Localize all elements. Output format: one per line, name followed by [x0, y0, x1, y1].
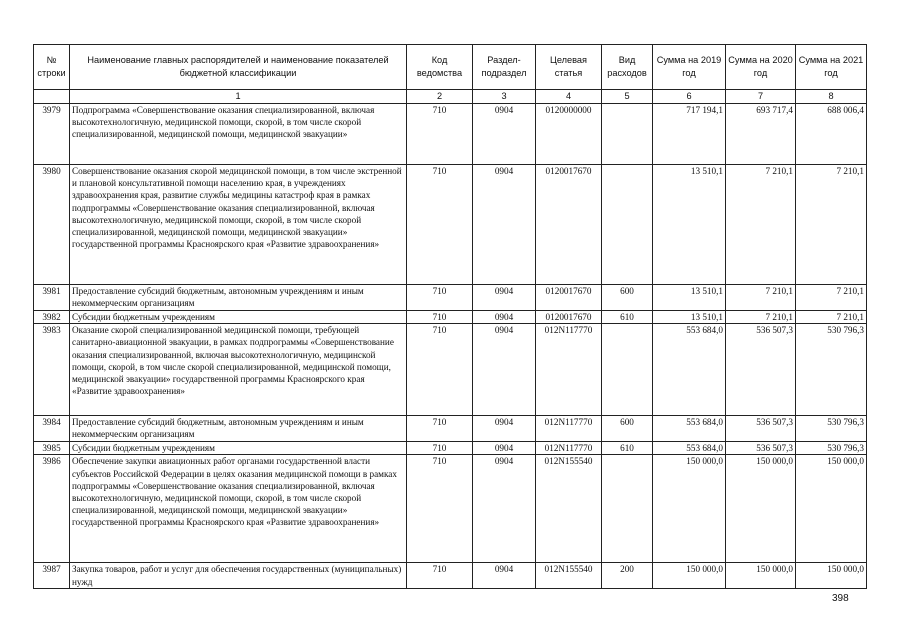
table-row — [34, 311, 867, 324]
sum-2019: 13 510,1 — [653, 311, 726, 324]
row-name: Предоставление субсидий бюджетным, автономным учреждениям и иным некоммерческим организациям — [70, 285, 407, 311]
section-code: 0904 — [473, 416, 536, 442]
target-item: 0120017670 — [536, 311, 602, 324]
sum-2021: 7 210,1 — [796, 311, 867, 324]
department-code: 710 — [407, 455, 473, 563]
header-name: Наименование главных распорядителей и наименование показателей бюджетной классификации — [70, 45, 407, 90]
target-item: 0120017670 — [536, 165, 602, 285]
table-row — [34, 324, 867, 416]
target-item: 012N117770 — [536, 442, 602, 455]
sum-2019: 553 684,0 — [653, 442, 726, 455]
section-code: 0904 — [473, 442, 536, 455]
sum-2021: 7 210,1 — [796, 285, 867, 311]
page-number: 398 — [832, 593, 849, 604]
target-item: 012N155540 — [536, 563, 602, 589]
column-number: 7 — [726, 90, 796, 104]
budget-table — [33, 44, 867, 589]
row-name: Закупка товаров, работ и услуг для обеспечения государственных (муниципальных) нужд — [70, 563, 407, 589]
sum-2019: 553 684,0 — [653, 416, 726, 442]
sum-2021: 530 796,3 — [796, 442, 867, 455]
department-code: 710 — [407, 165, 473, 285]
target-item: 012N117770 — [536, 324, 602, 416]
header-department-code: Код ведомства — [407, 45, 473, 90]
header-sum-2021: Сумма на 2021 год — [796, 45, 867, 90]
target-item: 012N117770 — [536, 416, 602, 442]
sum-2019: 150 000,0 — [653, 455, 726, 563]
column-number: 4 — [536, 90, 602, 104]
sum-2019: 717 194,1 — [653, 104, 726, 165]
department-code: 710 — [407, 416, 473, 442]
column-number: 5 — [602, 90, 653, 104]
header-section: Раздел-подраздел — [473, 45, 536, 90]
expense-type: 600 — [602, 416, 653, 442]
column-number: 8 — [796, 90, 867, 104]
header-sum-2020: Сумма на 2020 год — [726, 45, 796, 90]
sum-2019: 150 000,0 — [653, 563, 726, 589]
department-code: 710 — [407, 285, 473, 311]
header-target-item: Целевая статья — [536, 45, 602, 90]
department-code: 710 — [407, 104, 473, 165]
row-number: 3987 — [34, 563, 70, 589]
column-number: 3 — [473, 90, 536, 104]
row-number: 3983 — [34, 324, 70, 416]
row-number: 3979 — [34, 104, 70, 165]
sum-2020: 150 000,0 — [726, 455, 796, 563]
expense-type: 610 — [602, 442, 653, 455]
header-row — [34, 45, 867, 90]
expense-type — [602, 455, 653, 563]
table-row — [34, 563, 867, 589]
sum-2021: 688 006,4 — [796, 104, 867, 165]
sum-2019: 13 510,1 — [653, 285, 726, 311]
table-row — [34, 165, 867, 285]
table-row — [34, 416, 867, 442]
expense-type: 610 — [602, 311, 653, 324]
row-number: 3985 — [34, 442, 70, 455]
row-number: 3986 — [34, 455, 70, 563]
table-row — [34, 455, 867, 563]
section-code: 0904 — [473, 311, 536, 324]
row-name: Подпрограмма «Совершенствование оказания специализированной, включая высокотехнологичную, медицинской помощи, скорой, в том числе скорой специализированной, медицинской помощи, медицинской эвакуации» — [70, 104, 407, 165]
section-code: 0904 — [473, 285, 536, 311]
column-number: 6 — [653, 90, 726, 104]
section-code: 0904 — [473, 165, 536, 285]
header-sum-2019: Сумма на 2019 год — [653, 45, 726, 90]
target-item: 0120000000 — [536, 104, 602, 165]
expense-type: 200 — [602, 563, 653, 589]
department-code: 710 — [407, 563, 473, 589]
row-name: Предоставление субсидий бюджетным, автономным учреждениям и иным некоммерческим организациям — [70, 416, 407, 442]
table-row — [34, 442, 867, 455]
expense-type — [602, 165, 653, 285]
header-row-number: № строки — [34, 45, 70, 90]
column-number — [34, 90, 70, 104]
department-code: 710 — [407, 324, 473, 416]
row-number: 3980 — [34, 165, 70, 285]
row-number: 3984 — [34, 416, 70, 442]
sum-2021: 150 000,0 — [796, 563, 867, 589]
table-row — [34, 104, 867, 165]
row-name: Субсидии бюджетным учреждениям — [70, 442, 407, 455]
row-number: 3981 — [34, 285, 70, 311]
sum-2021: 530 796,3 — [796, 324, 867, 416]
row-number: 3982 — [34, 311, 70, 324]
column-number: 2 — [407, 90, 473, 104]
department-code: 710 — [407, 311, 473, 324]
expense-type — [602, 104, 653, 165]
column-number-row — [34, 90, 867, 104]
row-name: Оказание скорой специализированной медицинской помощи, требующей санитарно-авиационной эвакуации, в рамках подпрограммы «Совершенствование оказания специализированной, включая высокотехнологичную, медицинской помощи, скорой, в том числе скорой специализированной, медицинской помощи, медицинской эвакуации» государственной программы Красноярского края «Развитие здравоохранения» — [70, 324, 407, 416]
sum-2020: 7 210,1 — [726, 311, 796, 324]
sum-2021: 150 000,0 — [796, 455, 867, 563]
header-expense-type: Вид расходов — [602, 45, 653, 90]
sum-2019: 13 510,1 — [653, 165, 726, 285]
sum-2020: 536 507,3 — [726, 416, 796, 442]
sum-2021: 7 210,1 — [796, 165, 867, 285]
section-code: 0904 — [473, 324, 536, 416]
target-item: 0120017670 — [536, 285, 602, 311]
target-item: 012N155540 — [536, 455, 602, 563]
row-name: Совершенствование оказания скорой медицинской помощи, в том числе экстренной и плановой консультативной помощи населению края, в учреждениях здравоохранения края, развитие службы медицины катастроф края в рамках подпрограммы «Совершенствование оказания специализированной, включая высокотехнологичную, медицинской помощи, скорой, в том числе скорой специализированной, медицинской помощи, медицинской эвакуации» государственной программы Красноярского края «Развитие здравоохранения» — [70, 165, 407, 285]
expense-type: 600 — [602, 285, 653, 311]
section-code: 0904 — [473, 563, 536, 589]
sum-2021: 530 796,3 — [796, 416, 867, 442]
sum-2020: 7 210,1 — [726, 285, 796, 311]
section-code: 0904 — [473, 455, 536, 563]
row-name: Обеспечение закупки авиационных работ органами государственной власти субъектов Российской Федерации в целях оказания медицинской помощи в рамках подпрограммы «Совершенствование оказания специализированной, включая высокотехнологичную, медицинской помощи, скорой, в том числе скорой специализированной, медицинской помощи, медицинской эвакуации» государственной программы Красноярского края «Развитие здравоохранения» — [70, 455, 407, 563]
sum-2020: 150 000,0 — [726, 563, 796, 589]
expense-type — [602, 324, 653, 416]
sum-2020: 536 507,3 — [726, 324, 796, 416]
sum-2019: 553 684,0 — [653, 324, 726, 416]
section-code: 0904 — [473, 104, 536, 165]
table-row — [34, 285, 867, 311]
column-number: 1 — [70, 90, 407, 104]
sum-2020: 693 717,4 — [726, 104, 796, 165]
sum-2020: 7 210,1 — [726, 165, 796, 285]
sum-2020: 536 507,3 — [726, 442, 796, 455]
department-code: 710 — [407, 442, 473, 455]
row-name: Субсидии бюджетным учреждениям — [70, 311, 407, 324]
